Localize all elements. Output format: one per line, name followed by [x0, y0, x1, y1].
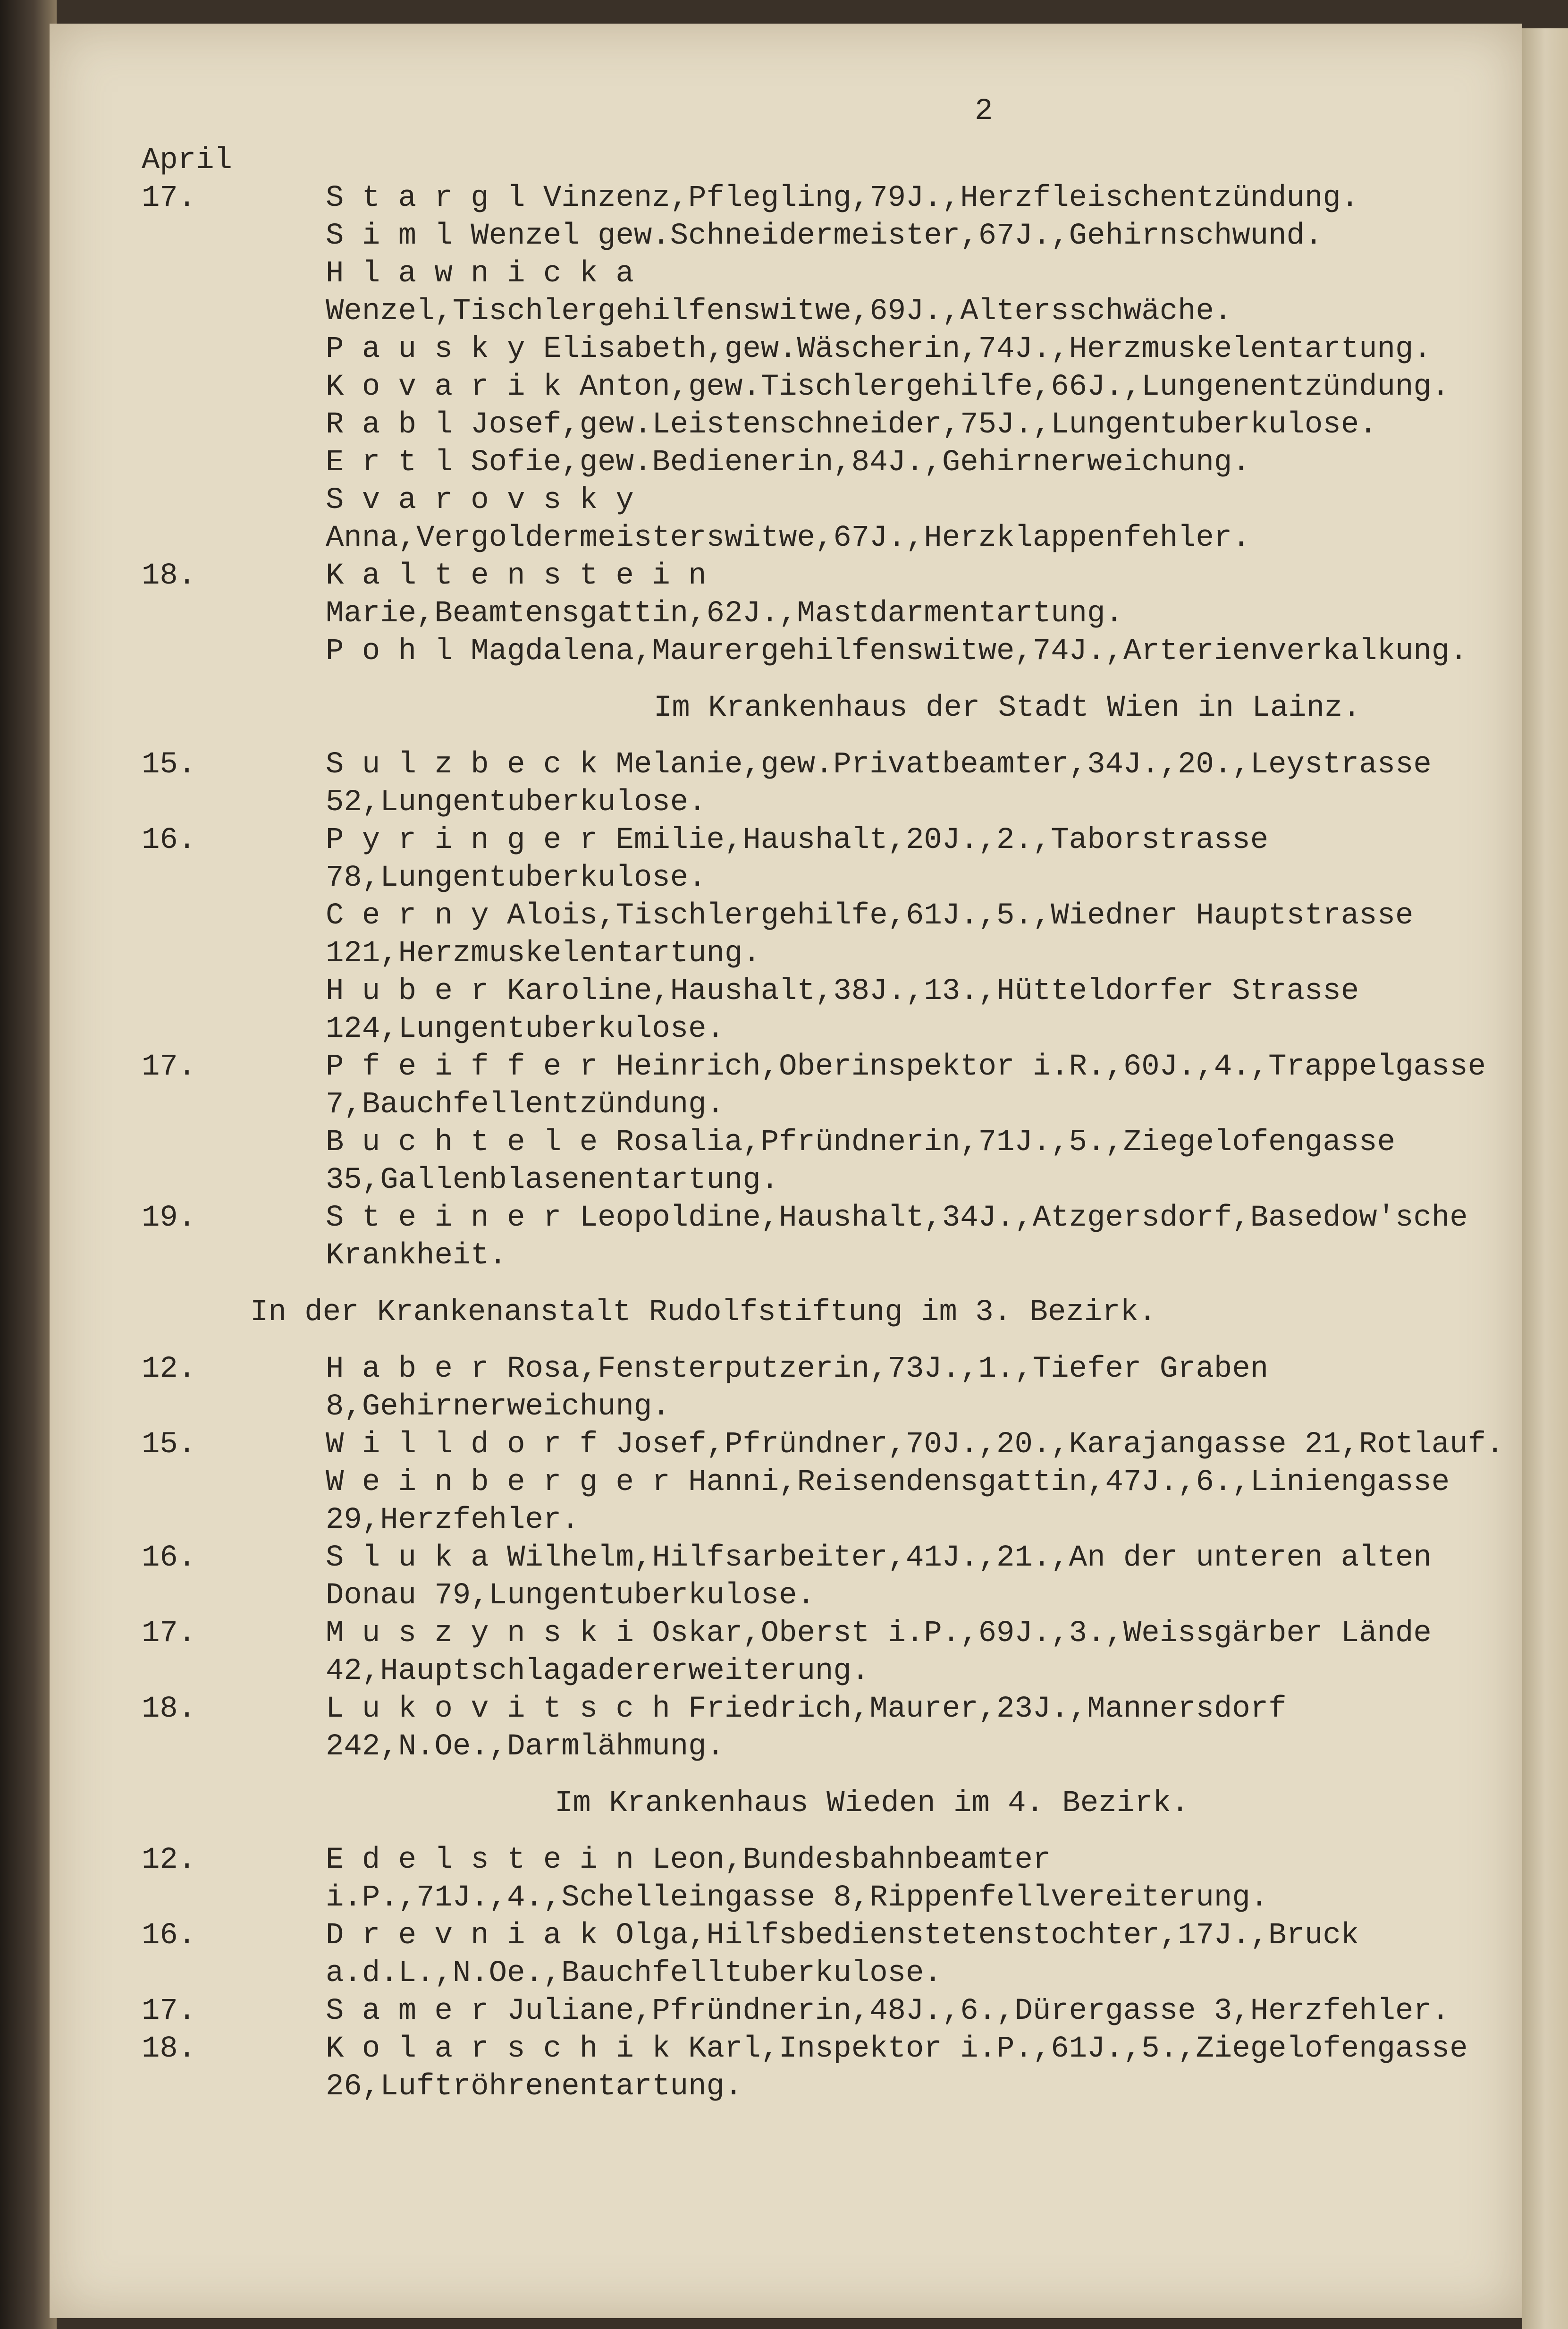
death-entry — [142, 1350, 1510, 1426]
death-entry — [142, 1199, 1510, 1275]
entry-details: Oskar,Oberst i.P.,69J.,3.,Weissgärber Lände 42,Hauptschlagadererweiterung. — [326, 1617, 1450, 1688]
register-section — [142, 1294, 1510, 1766]
entry-details: Heinrich,Oberinspektor i.R.,60J.,4.,Trappelgasse 7,Bauchfellentzündung. — [326, 1050, 1504, 1122]
entry-text — [321, 633, 1510, 670]
death-entry — [142, 179, 1510, 217]
entry-day — [142, 973, 321, 1048]
entry-details: Wilhelm,Hilfsarbeiter,41J.,21.,An der unteren alten Donau 79,Lungentuberkulose. — [326, 1541, 1450, 1613]
surname: P o h l — [326, 635, 453, 669]
entry-details: Rosa,Fensterputzerin,73J.,1.,Tiefer Graben 8,Gehirnerweichung. — [326, 1352, 1287, 1424]
register-section — [142, 1785, 1510, 2106]
surname: H l a w n i c k a — [326, 257, 634, 291]
death-entry — [142, 2030, 1510, 2106]
death-entry — [142, 482, 1510, 557]
entry-day: 16. — [142, 1541, 196, 1575]
month-label: April — [142, 144, 233, 178]
entry-details: Friedrich,Maurer,23J.,Mannersdorf 242,N.Oe.,Darmlähmung. — [326, 1692, 1305, 1764]
entry-text — [321, 1124, 1510, 1199]
surname: W e i n b e r g e r — [326, 1465, 670, 1499]
entry-text — [321, 255, 1510, 330]
entry-text — [321, 1992, 1510, 2030]
entry-details: Karoline,Haushalt,38J.,13.,Hütteldorfer Strasse 124,Lungentuberkulose. — [326, 974, 1377, 1046]
surname: B u c h t e l e — [326, 1126, 598, 1160]
surname: S t e i n e r — [326, 1201, 562, 1235]
entry-day — [142, 444, 321, 482]
entry-details: Olga,Hilfsbedienstetenstochter,17J.,Bruck a.d.L.,N.Oe.,Bauchfelltuberkulose. — [326, 1919, 1377, 1990]
entry-text — [321, 973, 1510, 1048]
death-entry — [142, 255, 1510, 330]
death-entry — [142, 1426, 1510, 1464]
entry-day: 17. — [142, 1050, 196, 1084]
entry-text — [321, 1199, 1510, 1275]
sections-container — [142, 179, 1510, 2106]
surname: M u s z y n s k i — [326, 1617, 634, 1651]
surname: S v a r o v s k y — [326, 483, 634, 517]
entry-text — [321, 1615, 1510, 1690]
entry-text — [321, 368, 1510, 406]
surname: K o v a r i k — [326, 370, 562, 404]
death-entry — [142, 444, 1510, 482]
entry-day: 12. — [142, 1352, 196, 1386]
entry-day: 19. — [142, 1201, 196, 1235]
register-section — [142, 179, 1510, 670]
entry-day: 17. — [142, 181, 196, 215]
entry-text — [321, 330, 1510, 368]
entry-details: Wenzel,Tischlergehilfenswitwe,69J.,Altersschwäche. — [326, 295, 1232, 329]
surname: K a l t e n s t e i n — [326, 559, 707, 593]
surname: E r t l — [326, 446, 453, 480]
entry-details: Anna,Vergoldermeisterswitwe,67J.,Herzklappenfehler. — [326, 521, 1250, 555]
surname: H a b e r — [326, 1352, 489, 1386]
surname: S l u k a — [326, 1541, 489, 1575]
register-listing — [142, 142, 1510, 2106]
surname: D r e v n i a k — [326, 1919, 598, 1953]
entry-details: Rosalia,Pfründnerin,71J.,5.,Ziegelofengasse 35,Gallenblasenentartung. — [326, 1126, 1414, 1197]
entry-details: Juliane,Pfründnerin,48J.,6.,Dürergasse 3,Herzfehler. — [507, 1994, 1450, 2028]
surname: P a u s k y — [326, 332, 525, 366]
death-entry — [142, 1464, 1510, 1539]
death-entry — [142, 633, 1510, 670]
entry-day — [142, 897, 321, 973]
surname: S i m l — [326, 219, 453, 253]
entry-details: Magdalena,Maurergehilfenswitwe,74J.,Arterienverkalkung. — [471, 635, 1468, 669]
entry-details: Melanie,gew.Privatbeamter,34J.,20.,Leystrasse 52,Lungentuberkulose. — [326, 748, 1450, 820]
entry-text — [321, 444, 1510, 482]
entry-details: Anton,gew.Tischlergehilfe,66J.,Lungenentzündung. — [579, 370, 1450, 404]
entry-day: 16. — [142, 1919, 196, 1953]
entry-details: Josef,gew.Leistenschneider,75J.,Lungentuberkulose. — [471, 408, 1377, 442]
entry-text — [321, 406, 1510, 444]
entry-day — [142, 1124, 321, 1199]
entry-day — [142, 1464, 321, 1539]
entry-day: 17. — [142, 1617, 196, 1651]
death-entry — [142, 1539, 1510, 1615]
surname: E d e l s t e i n — [326, 1843, 634, 1877]
entry-details: Hanni,Reisendensgattin,47J.,6.,Liniengasse 29,Herzfehler. — [326, 1465, 1468, 1537]
death-entry — [142, 1917, 1510, 1992]
entry-day: 18. — [142, 559, 196, 593]
surname: S a m e r — [326, 1994, 489, 2028]
entry-text — [321, 897, 1510, 973]
death-entry — [142, 368, 1510, 406]
book-spine — [0, 0, 57, 2329]
entry-day: 17. — [142, 1994, 196, 2028]
surname: K o l a r s c h i k — [326, 2032, 670, 2066]
death-entry — [142, 217, 1510, 255]
section-heading: Im Krankenhaus der Stadt Wien in Lainz. — [654, 691, 1361, 725]
page-number: 2 — [975, 94, 993, 128]
surname: P f e i f f e r — [326, 1050, 598, 1084]
surname: L u k o v i t s c h — [326, 1692, 670, 1726]
entry-text — [321, 2030, 1510, 2106]
entry-details: Sofie,gew.Bedienerin,84J.,Gehirnerweichung. — [471, 446, 1250, 480]
entry-text — [321, 1539, 1510, 1615]
death-entry — [142, 330, 1510, 368]
death-entry — [142, 1841, 1510, 1917]
surname: S u l z b e c k — [326, 748, 598, 782]
entry-day: 15. — [142, 1428, 196, 1462]
surname: R a b l — [326, 408, 453, 442]
entry-details: Leon,Bundesbahnbeamter i.P.,71J.,4.,Schelleingasse 8,Rippenfellvereiterung. — [326, 1843, 1269, 1915]
entry-text — [321, 822, 1510, 897]
entry-day: 18. — [142, 2032, 196, 2066]
death-entry — [142, 1690, 1510, 1766]
entry-day — [142, 368, 321, 406]
entry-text — [321, 1464, 1510, 1539]
death-entry — [142, 1048, 1510, 1124]
adjacent-page-edge — [1522, 28, 1568, 2329]
entry-details: Leopoldine,Haushalt,34J.,Atzgersdorf,Basedow'sche Krankheit. — [326, 1201, 1486, 1273]
death-entry — [142, 897, 1510, 973]
surname: C e r n y — [326, 899, 489, 933]
entry-details: Emilie,Haushalt,20J.,2.,Taborstrasse 78,Lungentuberkulose. — [326, 823, 1287, 895]
surname: P y r i n g e r — [326, 823, 598, 857]
register-section — [142, 689, 1510, 1275]
entry-text — [321, 1690, 1510, 1766]
entry-text — [321, 1426, 1510, 1464]
entry-text — [321, 217, 1510, 255]
entry-day — [142, 482, 321, 557]
entry-text — [321, 1917, 1510, 1992]
death-entry — [142, 973, 1510, 1048]
entry-details: Alois,Tischlergehilfe,61J.,5.,Wiedner Hauptstrasse 121,Herzmuskelentartung. — [326, 899, 1432, 971]
entry-day: 15. — [142, 748, 196, 782]
entry-day: 12. — [142, 1843, 196, 1877]
entry-text — [321, 1841, 1510, 1917]
entry-day — [142, 330, 321, 368]
entry-text — [321, 179, 1510, 217]
entry-text — [321, 746, 1510, 822]
death-entry — [142, 746, 1510, 822]
death-entry — [142, 406, 1510, 444]
death-entry — [142, 822, 1510, 897]
surname: S t a r g l — [326, 181, 525, 215]
entry-details: Karl,Inspektor i.P.,61J.,5.,Ziegelofengasse 26,Luftröhrenentartung. — [326, 2032, 1486, 2104]
death-entry — [142, 1124, 1510, 1199]
entry-day: 18. — [142, 1692, 196, 1726]
entry-details: Wenzel gew.Schneidermeister,67J.,Gehirnschwund. — [471, 219, 1323, 253]
entry-day — [142, 633, 321, 670]
surname: H u b e r — [326, 974, 489, 1008]
entry-text — [321, 557, 1510, 633]
entry-details: Elisabeth,gew.Wäscherin,74J.,Herzmuskelentartung. — [543, 332, 1432, 366]
death-entry — [142, 557, 1510, 633]
entry-day — [142, 217, 321, 255]
entry-day — [142, 406, 321, 444]
death-entry — [142, 1615, 1510, 1690]
entry-day: 16. — [142, 823, 196, 857]
entry-text — [321, 482, 1510, 557]
entry-text — [321, 1350, 1510, 1426]
surname: W i l l d o r f — [326, 1428, 598, 1462]
death-entry — [142, 1992, 1510, 2030]
entry-details: Marie,Beamtensgattin,62J.,Mastdarmentartung. — [326, 597, 1123, 631]
section-heading: Im Krankenhaus Wieden im 4. Bezirk. — [555, 1787, 1189, 1821]
section-heading: In der Krankenanstalt Rudolfstiftung im 3. Bezirk. — [250, 1296, 1157, 1330]
entry-day — [142, 255, 321, 330]
entry-details: Josef,Pfründner,70J.,20.,Karajangasse 21,Rotlauf. — [615, 1428, 1504, 1462]
entry-text — [321, 1048, 1510, 1124]
entry-details: Vinzenz,Pflegling,79J.,Herzfleischentzündung. — [543, 181, 1359, 215]
